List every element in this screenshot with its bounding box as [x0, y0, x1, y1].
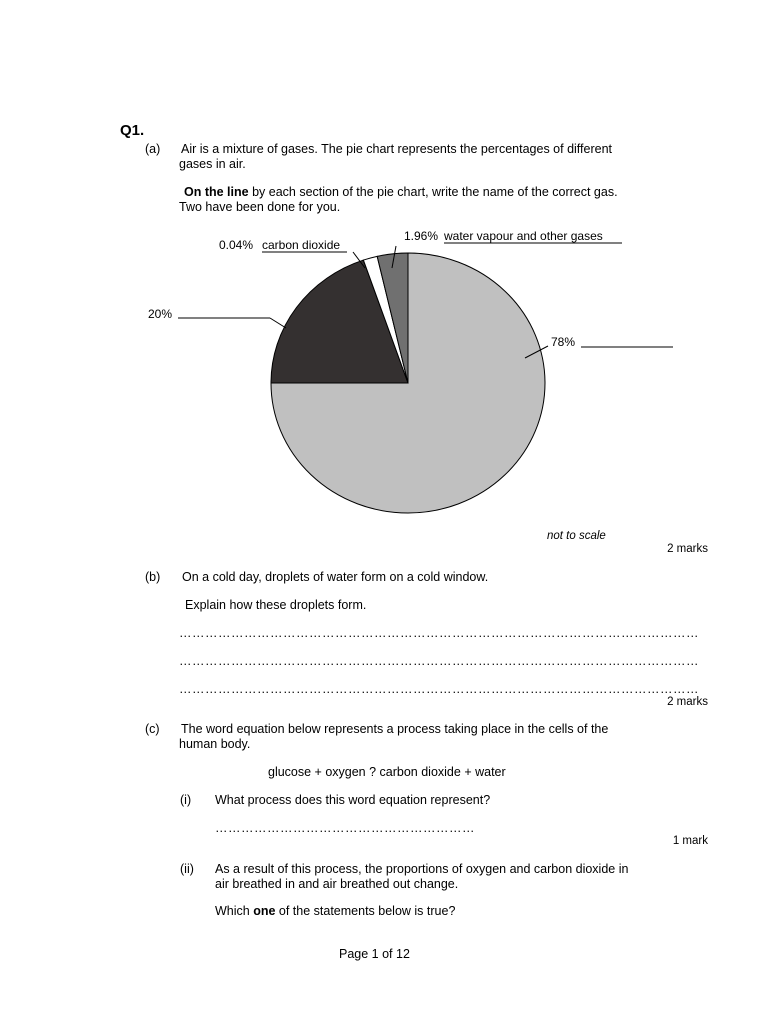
instruction-rest: by each section of the pie chart, write the name of the correct gas. [248, 185, 618, 199]
wv-pct-label: 1.96% [404, 229, 439, 243]
question-number: Q1. [120, 122, 145, 139]
part-c-ii-line2: air breathed in and air breathed out change. [215, 877, 459, 891]
word-equation: glucose + oxygen ? carbon dioxide + water [268, 765, 506, 779]
part-c-ii-line3 [215, 904, 455, 918]
co2-name-label: carbon dioxide [262, 238, 341, 252]
part-b-label: (b) [145, 570, 161, 584]
part-b-line1: On a cold day, droplets of water form on a cold window. [182, 570, 489, 584]
part-c-i-marks: 1 mark [672, 835, 708, 847]
answer-line-2[interactable]: ………………………………………………………………………………………………………… [179, 654, 699, 668]
instruction-bold: On the line [184, 185, 249, 199]
part-c-line1: The word equation below represents a process taking place in the cells of the [181, 722, 609, 736]
ii-line3-pre: Which [215, 904, 254, 918]
part-c-ii-line1: As a result of this process, the proportions of oxygen and carbon dioxide in [215, 862, 629, 876]
part-a-line2: gases in air. [179, 157, 246, 171]
part-c-i-question: What process does this word equation represent? [215, 793, 491, 807]
answer-line-1[interactable]: ………………………………………………………………………………………………………… [179, 626, 699, 640]
part-a-marks: 2 marks [667, 543, 708, 555]
ii-line3-post: of the statements below is true? [275, 904, 456, 918]
part-b-line2: Explain how these droplets form. [185, 598, 367, 612]
wv-name-label: water vapour and other gases [444, 229, 603, 243]
part-c-label: (c) [145, 722, 160, 736]
ii-line3-bold: one [253, 904, 276, 918]
answer-line-c-i[interactable]: …………………………………………………… [215, 821, 475, 835]
answer-line-3[interactable]: ………………………………………………………………………………………………………… [179, 682, 699, 696]
part-c-ii-label: (ii) [180, 862, 194, 876]
part-c-i-label: (i) [180, 793, 192, 807]
part-b-marks: 2 marks [667, 696, 708, 708]
twenty-pct-label: 20% [148, 307, 173, 321]
twenty-leader-line [270, 318, 286, 328]
part-c-line2: human body. [179, 737, 251, 751]
part-a-line1: Air is a mixture of gases. The pie chart represents the percentages of different [181, 142, 613, 156]
part-a-instruction-line2: Two have been done for you. [179, 200, 341, 214]
page-number: Page 1 of 12 [339, 947, 410, 961]
co2-pct-label: 0.04% [219, 238, 254, 252]
not-to-scale-note: not to scale [547, 530, 606, 542]
part-a-label: (a) [145, 142, 161, 156]
pie-slices [271, 253, 545, 513]
seventyeight-pct-label: 78% [551, 335, 576, 349]
